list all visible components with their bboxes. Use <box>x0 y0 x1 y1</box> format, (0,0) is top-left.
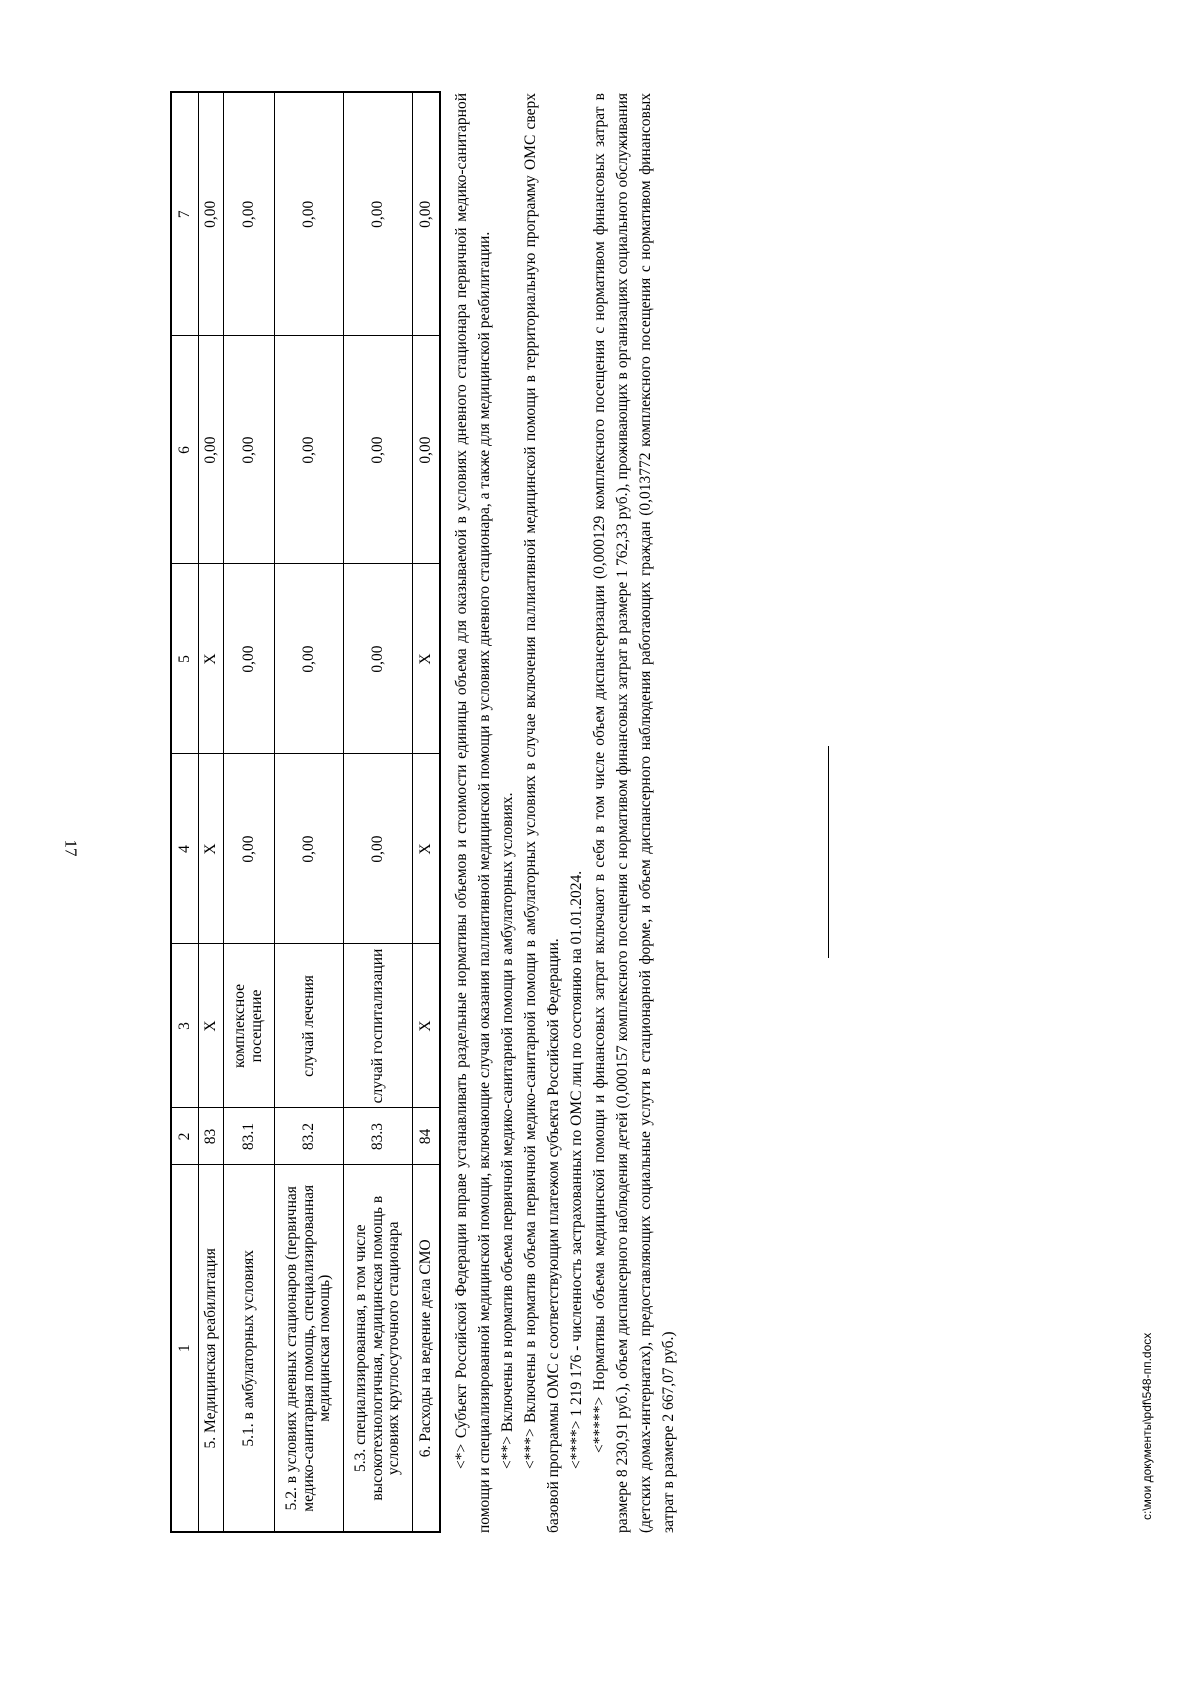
footnote: <**> Включены в норматив объема первичной медико-санитарной помощи в амбулаторных условиях. <box>499 792 516 1469</box>
header-cell: 7 <box>171 92 199 336</box>
header-cell: 5 <box>171 564 199 754</box>
data-table <box>170 91 441 1533</box>
footnote: <****> 1 219 176 - численность застрахованных по ОМС лиц по состоянию на 01.01.2024. <box>568 870 585 1469</box>
table-header-row <box>171 92 199 1532</box>
table-cell: 0,00 <box>413 92 441 336</box>
table-cell: 0,00 <box>224 754 275 944</box>
separator-line <box>828 746 829 958</box>
table-cell: 0,00 <box>199 336 224 564</box>
table-cell: 0,00 <box>275 564 344 754</box>
table-cell: X <box>199 564 224 754</box>
table-cell: случай госпитализации <box>344 944 413 1108</box>
table-cell: 84 <box>413 1108 441 1165</box>
footnotes <box>450 93 680 1533</box>
table-cell: 83.2 <box>275 1108 344 1165</box>
table-row <box>344 92 413 1532</box>
table-cell: 0,00 <box>275 336 344 564</box>
table-cell: 83.1 <box>224 1108 275 1165</box>
table-cell: X <box>413 754 441 944</box>
table-cell: 0,00 <box>224 336 275 564</box>
table-row <box>275 92 344 1532</box>
table-cell: 0,00 <box>344 92 413 336</box>
table-cell: 5.3. специализированная, в том числе высокотехнологичная, медицинская помощь в условиях круглосуточного стационара <box>344 1165 413 1532</box>
table-cell: 0,00 <box>413 336 441 564</box>
table-cell: 0,00 <box>224 564 275 754</box>
header-cell: 1 <box>171 1165 199 1532</box>
page-number: 17 <box>61 839 81 857</box>
footnote: <***> Включены в норматив объема первичной медико-санитарной помощи в амбулаторных условиях в случае включения паллиативной медицинской помощи в территориальную программу ОМС сверх базовой программы ОМС с соответствующим платежом субъекта Российской Федерации. <box>522 93 562 1533</box>
table-cell: X <box>199 754 224 944</box>
table-cell: 83.3 <box>344 1108 413 1165</box>
table-cell: 0,00 <box>224 92 275 336</box>
header-cell: 4 <box>171 754 199 944</box>
table-cell: 0,00 <box>275 754 344 944</box>
table-cell: 83 <box>199 1108 224 1165</box>
footnote: <*****> Нормативы объема медицинской помощи и финансовых затрат включают в себя в том числе объем диспансеризации (0,000129 комплексного посещения с нормативом финансовых затрат в размере 8 230,91 руб.), объем диспансерного наблюдения детей (0,000157 комплексного посещения с нормативом финансовых затрат в размере 1 762,33 руб.), проживающих в организациях социального обслуживания (детских домах-интернатах), предоставляющих социальные услуги в стационарной форме, и объем диспансерного наблюдения работающих граждан (0,013772 комплексного посещения с нормативом финансовых затрат в размере 2 667,07 руб.) <box>591 93 677 1533</box>
table-cell: 0,00 <box>344 754 413 944</box>
table-cell: 5.1. в амбулаторных условиях <box>224 1165 275 1532</box>
table-cell: 0,00 <box>275 92 344 336</box>
rotated-content <box>170 93 680 1533</box>
table-cell: 5. Медицинская реабилитация <box>199 1165 224 1532</box>
header-cell: 3 <box>171 944 199 1108</box>
table-cell: комплексное посещение <box>224 944 275 1108</box>
table-row <box>413 92 441 1532</box>
table-cell: X <box>413 564 441 754</box>
table-cell: 6. Расходы на ведение дела СМО <box>413 1165 441 1532</box>
table-cell: 0,00 <box>199 92 224 336</box>
table-cell: 0,00 <box>344 564 413 754</box>
header-cell: 6 <box>171 336 199 564</box>
table-cell: случай лечения <box>275 944 344 1108</box>
table-cell: X <box>199 944 224 1108</box>
footnote: <*> Субъект Российской Федерации вправе устанавливать раздельные нормативы объемов и стоимости единицы объема для оказываемой в условиях дневного стационара первичной медико-санитарной помощи и специализированной медицинской помощи, включающие случаи оказания паллиативной медицинской помощи в условиях дневного стационара, а также для медицинской реабилитации. <box>453 93 493 1533</box>
table-cell: X <box>413 944 441 1108</box>
table-row <box>199 92 224 1532</box>
table-row <box>224 92 275 1532</box>
table-cell: 5.2. в условиях дневных стационаров (первичная медико-санитарная помощь, специализированная медицинская помощь) <box>275 1165 344 1532</box>
header-cell: 2 <box>171 1108 199 1165</box>
table-cell: 0,00 <box>344 336 413 564</box>
footer-file-path: c:\мои документы\pdf\548-пп.docx <box>1140 1332 1154 1520</box>
